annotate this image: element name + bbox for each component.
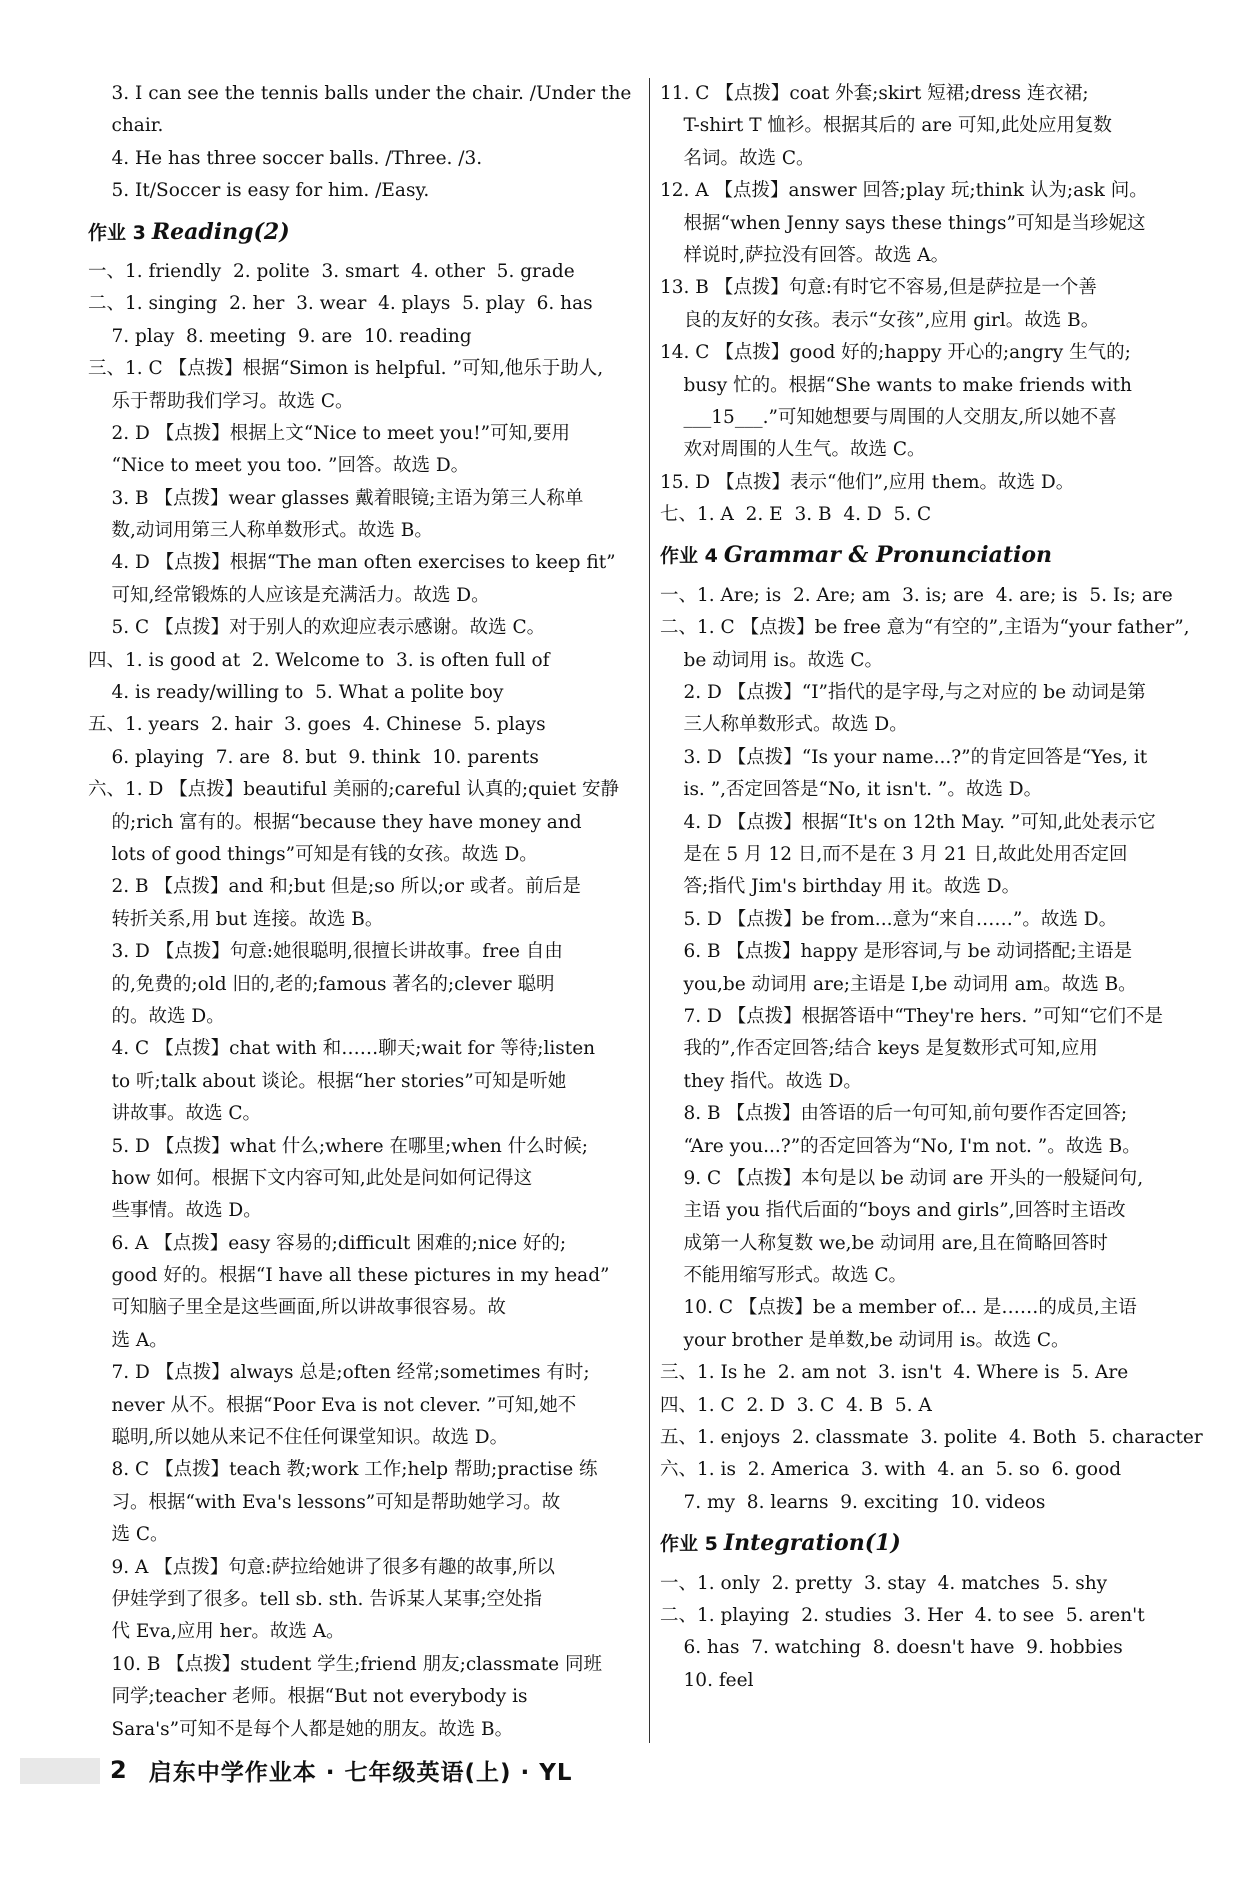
text-line: 10. C 【点拨】be a member of... 是……的成员,主语 (660, 1297, 1137, 1319)
text-line: how 如何。根据下文内容可知,此处是问如何记得这 (88, 1167, 533, 1189)
text-line: 15. D 【点拨】表示“他们”,应用 them。故选 D。 (660, 471, 1075, 493)
text-line: 根据“when Jenny says these things”可知是当珍妮这 (660, 212, 1146, 234)
text-line: 10. B 【点拨】student 学生;friend 朋友;classmate 同班 (88, 1653, 602, 1675)
text-line: 些事情。故选 D。 (88, 1200, 262, 1222)
text-line: 三、1. C 【点拨】根据“Simon is helpful. ”可知,他乐于助人, (88, 358, 604, 380)
text-line: 5. D 【点拨】be from...意为“来自……”。故选 D。 (660, 908, 1118, 930)
text-line: 三人称单数形式。故选 D。 (660, 714, 908, 736)
text-line: “Nice to meet you too. ”回答。故选 D。 (88, 455, 470, 477)
text-line: 主语 you 指代后面的“boys and girls”,回答时主语改 (660, 1200, 1126, 1222)
text-line: 5. D 【点拨】what 什么;where 在哪里;when 什么时候; (88, 1135, 588, 1157)
text-line: 五、1. years 2. hair 3. goes 4. Chinese 5. plays (88, 714, 546, 736)
text-line: 伊娃学到了很多。tell sb. sth. 告诉某人某事;空处指 (88, 1588, 543, 1610)
text-line: 5. It/Soccer is easy for him. /Easy. (88, 180, 430, 202)
text-line: 8. B 【点拨】由答语的后一句可知,前句要作否定回答; (660, 1103, 1128, 1125)
text-line: be 动词用 is。故选 C。 (660, 649, 884, 671)
text-line: 的。故选 D。 (88, 1005, 225, 1027)
text-line: 一、1. only 2. pretty 3. stay 4. matches 5. shy (660, 1572, 1108, 1594)
text-line: 6. B 【点拨】happy 是形容词,与 be 动词搭配;主语是 (660, 941, 1133, 963)
text-line: 3. D 【点拨】“Is your name...?”的肯定回答是“Yes, it (660, 746, 1148, 768)
text-line: good 好的。根据“I have all these pictures in my head” (88, 1265, 610, 1287)
text-line: 聪明,所以她从来记不住任何课堂知识。故选 D。 (88, 1427, 509, 1449)
text-line: 一、1. Are; is 2. Are; am 3. is; are 4. are; is 5. Is; are (660, 584, 1173, 606)
text-line: 3. I can see the tennis balls under the chair. /Under the (88, 83, 632, 104)
text-line: 选 A。 (88, 1329, 168, 1351)
text-line: 样说时,萨拉没有回答。故选 A。 (660, 244, 950, 266)
section-heading (88, 216, 638, 248)
text-line: 4. He has three soccer balls. /Three. /3. (88, 147, 483, 169)
text-line: 6. playing 7. are 8. but 9. think 10. parents (88, 746, 539, 768)
page-footer (20, 1750, 573, 1790)
text-line: 9. A 【点拨】句意:萨拉给她讲了很多有趣的故事,所以 (88, 1556, 555, 1578)
left-column (88, 78, 638, 1746)
text-line: 2. D 【点拨】“I”指代的是字母,与之对应的 be 动词是第 (660, 682, 1146, 704)
text-line: 良的友好的女孩。表示“女孩”,应用 girl。故选 B。 (660, 309, 1100, 331)
text-line: 选 C。 (88, 1524, 169, 1546)
text-line: ___15___.”可知她想要与周围的人交朋友,所以她不喜 (660, 406, 1117, 428)
text-line: 2. D 【点拨】根据上文“Nice to meet you!”可知,要用 (88, 422, 571, 444)
text-line: your brother 是单数,be 动词用 is。故选 C。 (660, 1329, 1070, 1351)
text-line: 3. B 【点拨】wear glasses 戴着眼镜;主语为第三人称单 (88, 487, 584, 509)
text-line: 7. my 8. learns 9. exciting 10. videos (660, 1491, 1046, 1513)
text-line: 欢对周围的人生气。故选 C。 (660, 439, 926, 461)
text-line: to 听;talk about 谈论。根据“her stories”可知是听她 (88, 1070, 567, 1092)
text-line: 七、1. A 2. E 3. B 4. D 5. C (660, 504, 932, 526)
section-label: 作业 3 (88, 221, 146, 244)
text-line: 四、1. C 2. D 3. C 4. B 5. A (660, 1394, 932, 1416)
text-line: they 指代。故选 D。 (660, 1070, 862, 1092)
text-line: Sara's”可知不是每个人都是她的朋友。故选 B。 (88, 1718, 514, 1740)
text-line: 同学;teacher 老师。根据“But not everybody is (88, 1686, 528, 1708)
text-line: “Are you...?”的否定回答为“No, I'm not. ”。故选 B。 (660, 1135, 1141, 1157)
text-line: 4. D 【点拨】根据“It's on 12th May. ”可知,此处表示它 (660, 811, 1156, 833)
page-number: 2 (110, 1756, 127, 1784)
column-divider (649, 78, 650, 1743)
text-line: 答;指代 Jim's birthday 用 it。故选 D。 (660, 876, 1021, 898)
text-line: 讲故事。故选 C。 (88, 1103, 262, 1125)
text-line: 数,动词用第三人称单数形式。故选 B。 (88, 520, 433, 542)
text-line: 成第一人称复数 we,be 动词用 are,且在简略回答时 (660, 1232, 1108, 1254)
text-line: lots of good things”可知是有钱的女孩。故选 D。 (88, 843, 538, 865)
text-line: 三、1. Is he 2. am not 3. isn't 4. Where is 5. Are (660, 1362, 1129, 1384)
text-line: 4. C 【点拨】chat with 和……聊天;wait for 等待;listen (88, 1038, 596, 1060)
text-line: 9. C 【点拨】本句是以 be 动词 are 开头的一般疑问句, (660, 1167, 1144, 1189)
text-line: 14. C 【点拨】good 好的;happy 开心的;angry 生气的; (660, 342, 1131, 364)
text-line: 名词。故选 C。 (660, 147, 815, 169)
text-line: never 从不。根据“Poor Eva is not clever. ”可知,她不 (88, 1394, 577, 1416)
section-label: 作业 4 (660, 545, 718, 568)
text-line: 5. C 【点拨】对于别人的欢迎应表示感谢。故选 C。 (88, 617, 546, 639)
text-line: 乐于帮助我们学习。故选 C。 (88, 390, 354, 412)
text-line: 13. B 【点拨】句意:有时它不容易,但是萨拉是一个善 (660, 277, 1097, 299)
text-line: 习。根据“with Eva's lessons”可知是帮助她学习。故 (88, 1491, 561, 1513)
text-line: busy 忙的。根据“She wants to make friends with (660, 374, 1132, 396)
text-line: 2. B 【点拨】and 和;but 但是;so 所以;or 或者。前后是 (88, 876, 581, 898)
section-title: Integration(1) (723, 1530, 901, 1557)
text-line: 4. is ready/willing to 5. What a polite boy (88, 682, 504, 704)
text-line: 五、1. enjoys 2. classmate 3. polite 4. Both 5. character (660, 1427, 1203, 1449)
section-title: Reading(2) (151, 218, 290, 245)
text-line: 代 Eva,应用 her。故选 A。 (88, 1621, 345, 1643)
text-line: chair. (88, 115, 164, 137)
section-heading (660, 1527, 1210, 1559)
text-line: 7. D 【点拨】always 总是;often 经常;sometimes 有时; (88, 1362, 590, 1384)
text-line: T-shirt T 恤衫。根据其后的 are 可知,此处应用复数 (660, 115, 1112, 137)
text-line: 12. A 【点拨】answer 回答;play 玩;think 认为;ask 问。 (660, 180, 1148, 202)
text-line: 8. C 【点拨】teach 教;work 工作;help 帮助;practise 练 (88, 1459, 598, 1481)
text-line: 六、1. D 【点拨】beautiful 美丽的;careful 认真的;quiet 安静 (88, 779, 620, 801)
text-line: 四、1. is good at 2. Welcome to 3. is often full of (88, 649, 550, 671)
text-line: 的;rich 富有的。根据“because they have money and (88, 811, 582, 833)
text-line: 7. play 8. meeting 9. are 10. reading (88, 325, 472, 347)
text-line: 转折关系,用 but 连接。故选 B。 (88, 908, 384, 930)
text-line: you,be 动词用 are;主语是 I,be 动词用 am。故选 B。 (660, 973, 1137, 995)
book-title: 启东中学作业本 · 七年级英语(上) · YL (148, 1759, 573, 1786)
footer-shade (20, 1758, 100, 1784)
text-line: 六、1. is 2. America 3. with 4. an 5. so 6. good (660, 1459, 1122, 1481)
text-line: 4. D 【点拨】根据“The man often exercises to keep fit” (88, 552, 616, 574)
section-title: Grammar & Pronunciation (723, 542, 1053, 569)
text-line: 二、1. singing 2. her 3. wear 4. plays 5. play 6. has (88, 293, 593, 315)
text-line: 一、1. friendly 2. polite 3. smart 4. other 5. grade (88, 260, 575, 282)
text-line: 3. D 【点拨】句意:她很聪明,很擅长讲故事。free 自由 (88, 941, 563, 963)
right-column (660, 78, 1210, 1697)
text-line: 不能用缩写形式。故选 C。 (660, 1265, 908, 1287)
text-line: 10. feel (660, 1669, 754, 1691)
section-heading (660, 539, 1210, 571)
text-line: 二、1. playing 2. studies 3. Her 4. to see 5. aren't (660, 1604, 1145, 1626)
text-line: 的,免费的;old 旧的,老的;famous 著名的;clever 聪明 (88, 973, 555, 995)
text-line: 是在 5 月 12 日,而不是在 3 月 21 日,故此处用否定回 (660, 843, 1128, 865)
text-line: 7. D 【点拨】根据答语中“They're hers. ”可知“它们不是 (660, 1005, 1164, 1027)
text-line: 11. C 【点拨】coat 外套;skirt 短裙;dress 连衣裙; (660, 83, 1089, 104)
text-line: 6. has 7. watching 8. doesn't have 9. hobbies (660, 1637, 1123, 1659)
text-line: is. ”,否定回答是“No, it isn't. ”。故选 D。 (660, 779, 1043, 801)
text-line: 我的”,作否定回答;结合 keys 是复数形式可知,应用 (660, 1038, 1098, 1060)
section-label: 作业 5 (660, 1533, 718, 1556)
text-line: 6. A 【点拨】easy 容易的;difficult 困难的;nice 好的; (88, 1232, 567, 1254)
text-line: 二、1. C 【点拨】be free 意为“有空的”,主语为“your father”, (660, 617, 1190, 639)
text-line: 可知,经常锻炼的人应该是充满活力。故选 D。 (88, 584, 490, 606)
text-line: 可知脑子里全是这些画面,所以讲故事很容易。故 (88, 1297, 506, 1319)
